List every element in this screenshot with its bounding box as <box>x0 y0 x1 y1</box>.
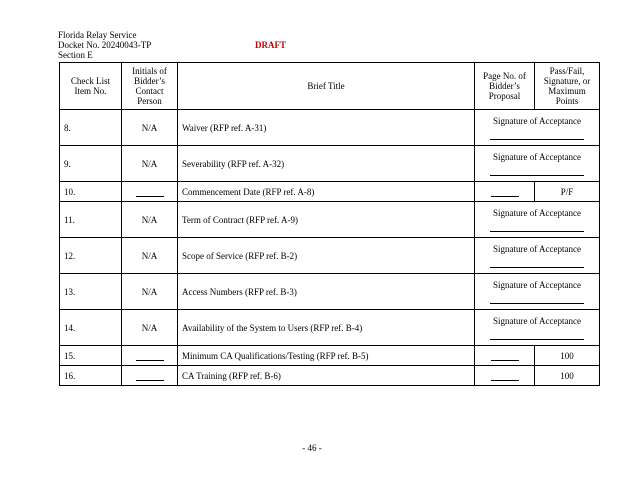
brief-title: Availability of the System to Users (RFP ref. B-4) <box>178 310 475 346</box>
col-header-points: Pass/Fail, Signature, or Maximum Points <box>535 63 600 110</box>
col-header-title: Brief Title <box>178 63 475 110</box>
header-organization: Florida Relay Service <box>58 30 137 40</box>
item-number: 16. <box>60 366 122 386</box>
col-header-item: Check List Item No. <box>60 63 122 110</box>
brief-title: Severability (RFP ref. A-32) <box>178 146 475 182</box>
page-cell <box>475 366 535 386</box>
points-value: 100 <box>535 366 600 386</box>
signature-cell <box>475 146 600 182</box>
table-row <box>60 238 600 274</box>
table-row <box>60 182 600 202</box>
initials: N/A <box>122 274 178 310</box>
signature-label: Signature of Acceptance <box>493 243 581 254</box>
table-row <box>60 274 600 310</box>
table-row <box>60 146 600 182</box>
initials-blank <box>136 371 164 381</box>
item-number: 8. <box>60 110 122 146</box>
header-docket: Docket No. 20240043-TP <box>58 40 152 50</box>
initials-blank <box>136 351 164 361</box>
points-value: 100 <box>535 346 600 366</box>
table-row <box>60 202 600 238</box>
header-section: Section E <box>58 50 93 60</box>
initials-cell <box>122 366 178 386</box>
brief-title: Access Numbers (RFP ref. B-3) <box>178 274 475 310</box>
signature-cell <box>475 110 600 146</box>
item-number: 12. <box>60 238 122 274</box>
brief-title: Waiver (RFP ref. A-31) <box>178 110 475 146</box>
signature-line <box>490 231 584 232</box>
signature-line <box>490 303 584 304</box>
signature-cell <box>475 202 600 238</box>
signature-label: Signature of Acceptance <box>493 315 581 326</box>
initials: N/A <box>122 310 178 346</box>
initials: N/A <box>122 110 178 146</box>
signature-cell <box>475 238 600 274</box>
page-blank <box>491 351 519 361</box>
draft-label: DRAFT <box>255 40 286 50</box>
item-number: 11. <box>60 202 122 238</box>
brief-title: Term of Contract (RFP ref. A-9) <box>178 202 475 238</box>
initials-cell <box>122 346 178 366</box>
signature-line <box>490 267 584 268</box>
brief-title: Minimum CA Qualifications/Testing (RFP ref. B-5) <box>178 346 475 366</box>
item-number: 15. <box>60 346 122 366</box>
page-blank <box>491 187 519 197</box>
table-row <box>60 110 600 146</box>
item-number: 9. <box>60 146 122 182</box>
points-value: P/F <box>535 182 600 202</box>
table-header-row <box>60 63 600 110</box>
initials: N/A <box>122 202 178 238</box>
signature-label: Signature of Acceptance <box>493 207 581 218</box>
brief-title: CA Training (RFP ref. B-6) <box>178 366 475 386</box>
signature-label: Signature of Acceptance <box>493 115 581 126</box>
signature-label: Signature of Acceptance <box>493 279 581 290</box>
initials: N/A <box>122 238 178 274</box>
item-number: 13. <box>60 274 122 310</box>
item-number: 14. <box>60 310 122 346</box>
brief-title: Commencement Date (RFP ref. A-8) <box>178 182 475 202</box>
col-header-initials: Initials of Bidder’s Contact Person <box>122 63 178 110</box>
page-number: - 46 - <box>302 443 322 453</box>
item-number: 10. <box>60 182 122 202</box>
page-blank <box>491 371 519 381</box>
table-row <box>60 346 600 366</box>
signature-cell <box>475 310 600 346</box>
checklist-table <box>59 62 600 386</box>
signature-line <box>490 339 584 340</box>
page-cell <box>475 346 535 366</box>
initials-blank <box>136 187 164 197</box>
signature-line <box>490 175 584 176</box>
page-cell <box>475 182 535 202</box>
brief-title: Scope of Service (RFP ref. B-2) <box>178 238 475 274</box>
signature-label: Signature of Acceptance <box>493 151 581 162</box>
col-header-page: Page No. of Bidder’s Proposal <box>475 63 535 110</box>
initials-cell <box>122 182 178 202</box>
signature-cell <box>475 274 600 310</box>
signature-line <box>490 139 584 140</box>
table-row <box>60 310 600 346</box>
table-row <box>60 366 600 386</box>
initials: N/A <box>122 146 178 182</box>
